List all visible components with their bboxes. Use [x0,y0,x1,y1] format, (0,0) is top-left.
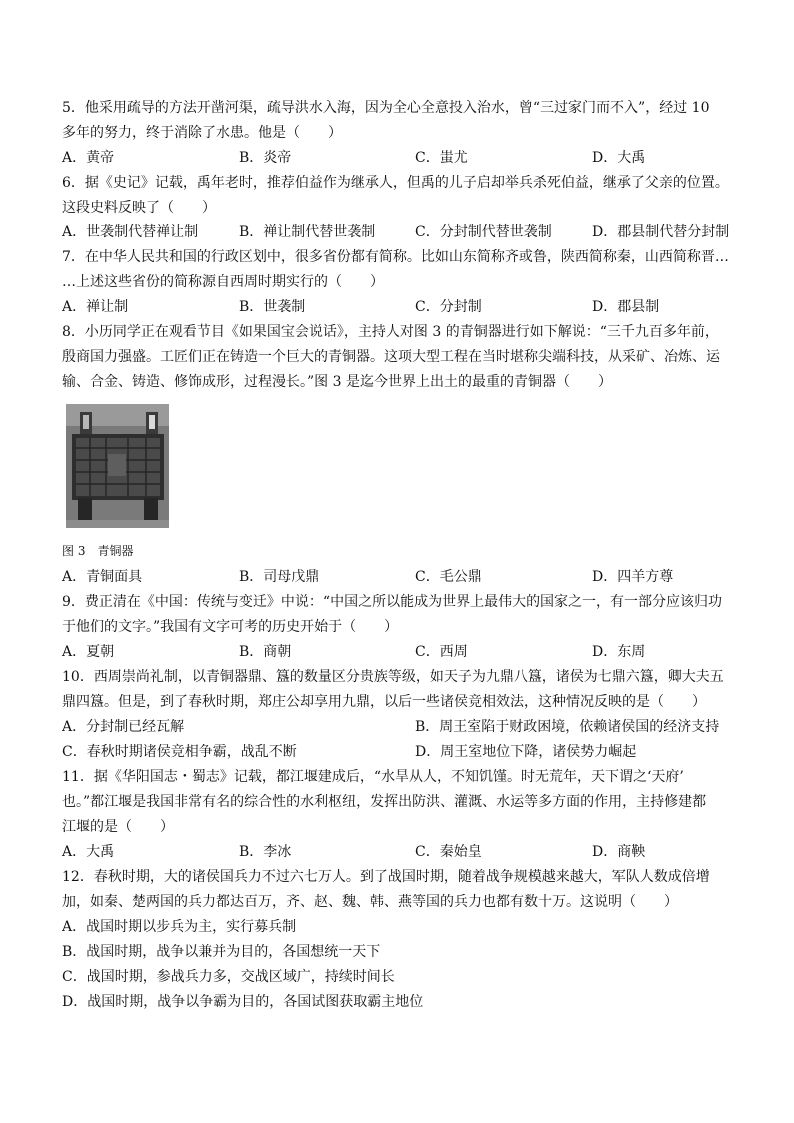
question-6-stem-line-1: 6．据《史记》记载，禹年老时，推荐伯益作为继承人，但禹的儿子启却举兵杀死伯益，继承了父亲的位置。 [62,175,729,191]
question-11-stem-line-3: 江堰的是（ ） [62,819,174,835]
question-8-option-a: A．青铜面具 [62,569,143,585]
question-7-stem-line-2: …上述这些省份的简称源自西周时期实行的（ ） [62,274,384,290]
question-8-stem-line-2: 殷商国力强盛。工匠们正在铸造一个巨大的青铜器。这项大型工程在当时堪称尖端科技，从采矿、冶炼、运 [62,349,720,365]
question-8-option-c: C．毛公鼎 [415,569,482,585]
question-8-option-b: B．司母戊鼎 [239,569,320,585]
question-5-stem-line-2: 多年的努力，终于消除了水患。他是（ ） [62,125,342,141]
question-7-option-d: D．郡县制 [592,299,660,315]
question-9-option-a: A．夏朝 [62,644,115,660]
figure-title: 青铜器 [97,544,134,558]
question-6-option-d: D．郡县制代替分封制 [592,224,730,240]
question-11-stem-line-2: 也。”都江堰是我国非常有名的综合性的水利枢纽，发挥出防洪、灌溉、水运等多方面的作用，主持修建都 [62,794,707,810]
question-7-option-c: C．分封制 [415,299,482,315]
question-6-option-c: C．分封制代替世袭制 [415,224,552,240]
question-11-option-b: B．李冰 [239,844,292,860]
figure-caption [62,543,145,559]
question-6-stem-line-2: 这段史料反映了（ ） [62,200,216,216]
question-5-option-b: B．炎帝 [239,150,292,166]
question-7-option-b: B．世袭制 [239,299,306,315]
question-9-option-d: D．东周 [592,644,646,660]
bronze-ding-photo [66,404,169,528]
question-12-stem-line-2: 加，如秦、楚两国的兵力都达百万，齐、赵、魏、韩、燕等国的兵力也都有数十万。这说明（ ） [62,894,678,910]
question-9-stem-line-2: 于他们的文字。”我国有文字可考的历史开始于（ ） [62,619,399,635]
question-10-option-d: D．周王室地位下降，诸侯势力崛起 [415,744,637,760]
question-9-stem-line-1: 9．费正清在《中国：传统与变迁》中说：“中国之所以能成为世界上最伟大的国家之一，有一部分应该归功 [62,594,723,610]
question-8-stem-line-1: 8．小历同学正在观看节目《如果国宝会说话》，主持人对图 3 的青铜器进行如下解说：“三千九百多年前， [62,324,719,340]
question-12-option-b: B．战国时期，战争以兼并为目的，各国想统一天下 [62,944,381,960]
question-5-option-a: A．黄帝 [62,150,115,166]
question-11-stem-line-1: 11．据《华阳国志・蜀志》记载，都江堰建成后，“水旱从人，不知饥馑。时无荒年，天下谓之‘天府’ [62,769,684,785]
question-9-option-c: C．西周 [415,644,468,660]
question-10-option-b: B．周王室陷于财政困境，依赖诸侯国的经济支持 [415,719,720,735]
question-9-option-b: B．商朝 [239,644,292,660]
question-5-stem-line-1: 5．他采用疏导的方法开凿河渠，疏导洪水入海，因为全心全意投入治水，曾“三过家门而不入”，经过 10 [62,100,710,116]
question-11-option-c: C．秦始皇 [415,844,482,860]
question-11-option-d: D．商鞅 [592,844,646,860]
question-10-stem-line-2: 鼎四簋。但是，到了春秋时期，郑庄公却享用九鼎，以后一些诸侯竞相效法，这种情况反映的是（ ） [62,694,706,710]
question-12-option-d: D．战国时期，战争以争霸为目的，各国试图获取霸主地位 [62,994,424,1010]
question-8-option-d: D．四羊方尊 [592,569,674,585]
question-10-option-c: C．春秋时期诸侯竞相争霸，战乱不断 [62,744,297,760]
question-7-stem-line-1: 7．在中华人民共和国的行政区划中，很多省份都有简称。比如山东简称齐或鲁，陕西简称秦，山西简称晋… [62,249,729,265]
question-6-option-a: A．世袭制代替禅让制 [62,224,199,240]
question-12-stem-line-1: 12．春秋时期，大的诸侯国兵力不过六七万人。到了战国时期，随着战争规模越来越大，军队人数成倍增 [62,869,710,885]
question-5-option-d: D．大禹 [592,150,646,166]
question-10-stem-line-1: 10．西周崇尚礼制，以青铜器鼎、簋的数量区分贵族等级，如天子为九鼎八簋，诸侯为七鼎六簋，卿大夫五 [62,669,724,685]
question-12-option-a: A．战国时期以步兵为主，实行募兵制 [62,919,297,935]
question-12-option-c: C．战国时期，参战兵力多，交战区域广，持续时间长 [62,969,395,985]
question-5-option-c: C．蚩尤 [415,150,468,166]
question-6-option-b: B．禅让制代替世袭制 [239,224,376,240]
figure-number: 图 3 [62,544,86,558]
question-8-stem-line-3: 输、合金、铸造、修饰成形，过程漫长。”图 3 是迄今世界上出土的最重的青铜器（ ） [62,374,612,390]
question-10-option-a: A．分封制已经瓦解 [62,719,185,735]
question-11-option-a: A．大禹 [62,844,115,860]
question-7-option-a: A．禅让制 [62,299,129,315]
